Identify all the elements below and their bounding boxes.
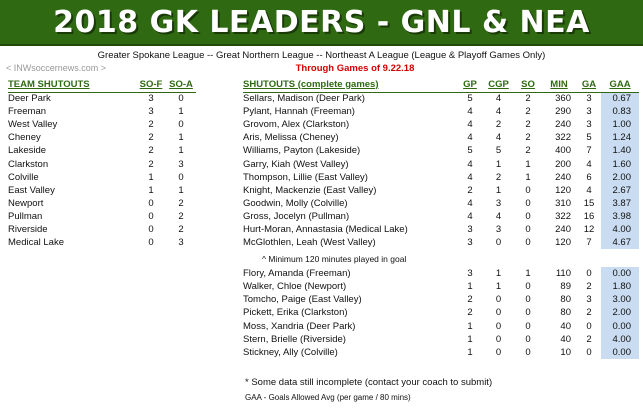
cgp-cell: 1 <box>495 184 502 196</box>
gaa-header: GAA <box>601 77 639 92</box>
player-name-cell: Stickney, Ally (Colville) <box>243 346 338 358</box>
name-header: SHUTOUTS (complete games) <box>243 77 458 92</box>
ga-cell: 3 <box>586 119 592 131</box>
so-cell: 2 <box>525 132 531 144</box>
so-cell: 0 <box>525 346 531 358</box>
min-cell: 120 <box>555 184 571 196</box>
player-name-cell: Flory, Amanda (Freeman) <box>243 268 351 280</box>
player-name-cell: Grovom, Alex (Clarkston) <box>243 119 350 131</box>
cgp-cell: 1 <box>495 281 502 293</box>
gaa-cell: 1.00 <box>601 118 639 131</box>
so-cell: 2 <box>525 119 531 131</box>
gaa-cell: 3.87 <box>601 197 639 210</box>
sof-cell: 2 <box>148 132 154 144</box>
cgp-cell: 0 <box>495 294 502 306</box>
sof-cell: 0 <box>148 210 154 222</box>
gaa-cell: 3.98 <box>601 210 639 223</box>
team-name-cell: Clarkston <box>8 158 49 170</box>
gp-cell: 1 <box>467 320 473 332</box>
team-name-cell: Medical Lake <box>8 237 64 249</box>
team-name-cell: Freeman <box>8 106 47 118</box>
soa-cell: 3 <box>178 158 184 170</box>
soa-cell: 1 <box>178 184 184 196</box>
gaa-cell: 0.00 <box>601 267 639 280</box>
website-credit: < INWsoccernews.com > <box>6 63 107 73</box>
ga-cell: 6 <box>586 171 592 183</box>
sof-cell: 3 <box>148 106 154 118</box>
table-row <box>8 131 196 144</box>
player-name-cell: McGlothlen, Leah (West Valley) <box>243 237 376 249</box>
team-name-cell: Pullman <box>8 210 43 222</box>
min-cell: 240 <box>555 171 571 183</box>
table-row <box>243 118 639 131</box>
player-name-cell: Moss, Xandria (Deer Park) <box>243 320 356 332</box>
ga-cell: 0 <box>586 346 592 358</box>
so-cell: 0 <box>525 210 531 222</box>
gaa-definition-note: GAA - Goals Allowed Avg (per game / 80 mins) <box>245 393 411 402</box>
team-shutouts-table <box>8 77 196 249</box>
ga-cell: 3 <box>586 106 592 118</box>
table-row <box>8 197 196 210</box>
so-cell: 2 <box>525 106 531 118</box>
ga-cell: 2 <box>586 281 592 293</box>
cgp-cell: 3 <box>495 197 502 209</box>
cgp-cell: 4 <box>495 106 502 118</box>
sof-cell: 0 <box>148 197 154 209</box>
gp-cell: 4 <box>467 197 473 209</box>
gaa-cell: 4.67 <box>601 236 639 249</box>
min-cell: 310 <box>555 197 571 209</box>
so-cell: 2 <box>525 145 531 157</box>
min-cell: 400 <box>555 145 571 157</box>
gp-cell: 4 <box>467 106 473 118</box>
team-name-cell: Lakeside <box>8 145 47 157</box>
ga-cell: 12 <box>583 223 595 235</box>
min-cell: 80 <box>560 294 571 306</box>
so-cell: 2 <box>525 93 531 105</box>
table-row <box>243 105 639 118</box>
other-players <box>243 267 639 359</box>
table-row <box>8 210 196 223</box>
table-row <box>8 223 196 236</box>
gaa-cell: 4.00 <box>601 223 639 236</box>
player-name-cell: Sellars, Madison (Deer Park) <box>243 93 365 105</box>
cgp-cell: 1 <box>495 268 502 280</box>
min-cell: 322 <box>555 132 571 144</box>
team-name-cell: East Valley <box>8 184 55 196</box>
player-name-cell: Walker, Chloe (Newport) <box>243 281 347 293</box>
min-cell: 200 <box>555 158 571 170</box>
min-cell: 240 <box>555 119 571 131</box>
table-row <box>243 171 639 184</box>
ga-cell: 0 <box>586 320 592 332</box>
gp-cell: 4 <box>467 158 473 170</box>
gp-cell: 3 <box>467 268 473 280</box>
incomplete-data-note: * Some data still incomplete (contact your coach to submit) <box>245 377 493 388</box>
gaa-cell: 2.00 <box>601 171 639 184</box>
team-name-cell: Colville <box>8 171 39 183</box>
so-cell: 0 <box>525 333 531 345</box>
page-title: 2018 GK LEADERS - GNL & NEA <box>53 4 590 40</box>
cgp-cell: 5 <box>495 145 502 157</box>
team-name-cell: West Valley <box>8 119 58 131</box>
team-name-cell: Riverside <box>8 223 48 235</box>
player-name-cell: Pickett, Erika (Clarkston) <box>243 307 348 319</box>
cgp-cell: 0 <box>495 320 502 332</box>
min-cell: 120 <box>555 237 571 249</box>
min-cell: 89 <box>560 281 571 293</box>
sof-cell: 2 <box>148 119 154 131</box>
table-row <box>243 223 639 236</box>
player-name-cell: Thompson, Lillie (East Valley) <box>243 171 368 183</box>
player-name-cell: Knight, Mackenzie (East Valley) <box>243 184 377 196</box>
sof-cell: 2 <box>148 145 154 157</box>
table-row <box>243 306 639 319</box>
team-header-row <box>8 77 196 92</box>
gp-cell: 4 <box>467 132 473 144</box>
so-cell: 1 <box>525 268 531 280</box>
cgp-cell: 0 <box>495 237 502 249</box>
soa-cell: 1 <box>178 106 184 118</box>
ga-cell: 3 <box>586 93 592 105</box>
table-row <box>243 333 639 346</box>
soa-cell: 0 <box>178 171 184 183</box>
gp-cell: 3 <box>467 223 473 235</box>
so-header: SO <box>515 77 541 92</box>
ga-cell: 4 <box>586 158 592 170</box>
gaa-cell: 0.00 <box>601 320 639 333</box>
gaa-cell: 4.00 <box>601 333 639 346</box>
gp-cell: 2 <box>467 184 473 196</box>
cgp-cell: 4 <box>495 93 502 105</box>
so-cell: 0 <box>525 223 531 235</box>
player-name-cell: Stern, Brielle (Riverside) <box>243 333 346 345</box>
title-banner <box>0 0 643 46</box>
so-cell: 1 <box>525 158 531 170</box>
table-row <box>243 131 639 144</box>
so-cell: 0 <box>525 320 531 332</box>
gp-cell: 5 <box>467 145 473 157</box>
cgp-cell: 2 <box>495 119 502 131</box>
table-row <box>8 105 196 118</box>
min-cell: 10 <box>560 346 571 358</box>
cgp-cell: 0 <box>495 307 502 319</box>
min-cell: 322 <box>555 210 571 222</box>
cgp-cell: 0 <box>495 333 502 345</box>
player-name-cell: Garry, Kiah (West Valley) <box>243 158 349 170</box>
cgp-cell: 3 <box>495 223 502 235</box>
ga-cell: 4 <box>586 184 592 196</box>
min-cell: 360 <box>555 93 571 105</box>
ga-cell: 16 <box>583 210 595 222</box>
table-row <box>8 144 196 157</box>
cgp-cell: 0 <box>495 346 502 358</box>
ga-cell: 7 <box>586 237 592 249</box>
table-row <box>243 267 639 280</box>
player-name-cell: Hurt-Moran, Annastasia (Medical Lake) <box>243 223 408 235</box>
table-row <box>8 157 196 170</box>
gaa-cell: 0.67 <box>601 92 639 105</box>
table-row <box>8 236 196 249</box>
sof-cell: 0 <box>148 223 154 235</box>
soa-cell: 1 <box>178 145 184 157</box>
table-row <box>243 144 639 157</box>
gp-cell: 4 <box>467 210 473 222</box>
gp-cell: 1 <box>467 333 473 345</box>
so-cell: 0 <box>525 197 531 209</box>
team-name-cell: Cheney <box>8 132 41 144</box>
ga-cell: 2 <box>586 333 592 345</box>
min-header: MIN <box>541 77 577 92</box>
gp-cell: 4 <box>467 119 473 131</box>
gaa-cell: 2.00 <box>601 306 639 319</box>
minimum-minutes-note: ^ Minimum 120 minutes played in goal <box>262 254 407 264</box>
table-row <box>8 92 196 105</box>
player-name-cell: Pylant, Hannah (Freeman) <box>243 106 355 118</box>
min-cell: 80 <box>560 307 571 319</box>
ga-cell: 3 <box>586 294 592 306</box>
gp-cell: 1 <box>467 346 473 358</box>
gaa-cell: 1.80 <box>601 280 639 293</box>
ga-cell: 0 <box>586 268 592 280</box>
table-row <box>243 280 639 293</box>
gp-cell: 2 <box>467 294 473 306</box>
cgp-cell: 4 <box>495 210 502 222</box>
gp-cell: 3 <box>467 237 473 249</box>
through-date: Through Games of 9.22.18 <box>295 63 415 74</box>
table-row <box>8 171 196 184</box>
soa-cell: 2 <box>178 197 184 209</box>
table-row <box>243 184 639 197</box>
table-row <box>8 118 196 131</box>
ga-cell: 7 <box>586 145 592 157</box>
so-cell: 0 <box>525 307 531 319</box>
player-name-cell: Williams, Payton (Lakeside) <box>243 145 361 157</box>
so-cell: 0 <box>525 237 531 249</box>
so-cell: 0 <box>525 184 531 196</box>
table-row <box>243 92 639 105</box>
min-cell: 240 <box>555 223 571 235</box>
team-name-cell: Deer Park <box>8 93 51 105</box>
min-cell: 290 <box>555 106 571 118</box>
soa-header: SO-A <box>166 77 196 92</box>
gp-cell: 4 <box>467 171 473 183</box>
sof-cell: 1 <box>148 171 154 183</box>
gaa-cell: 0.83 <box>601 105 639 118</box>
table-row <box>243 293 639 306</box>
table-row <box>243 210 639 223</box>
cgp-cell: 4 <box>495 132 502 144</box>
gp-header: GP <box>458 77 482 92</box>
ga-cell: 15 <box>583 197 595 209</box>
so-cell: 0 <box>525 281 531 293</box>
qualified-players <box>243 92 639 249</box>
soa-cell: 2 <box>178 223 184 235</box>
soa-cell: 0 <box>178 119 184 131</box>
cgp-cell: 2 <box>495 171 502 183</box>
ga-cell: 5 <box>586 132 592 144</box>
min-cell: 110 <box>555 268 571 280</box>
gp-cell: 5 <box>467 93 473 105</box>
sof-cell: 3 <box>148 93 154 105</box>
cgp-header: CGP <box>482 77 515 92</box>
team-header: TEAM SHUTOUTS <box>8 77 136 92</box>
ga-cell: 2 <box>586 307 592 319</box>
table-row <box>243 236 639 249</box>
sof-cell: 2 <box>148 158 154 170</box>
gaa-cell: 1.24 <box>601 131 639 144</box>
table-row <box>243 157 639 170</box>
so-cell: 1 <box>525 171 531 183</box>
gaa-cell: 1.60 <box>601 157 639 170</box>
team-name-cell: Newport <box>8 197 44 209</box>
gp-cell: 1 <box>467 281 473 293</box>
sof-header: SO-F <box>136 77 166 92</box>
sof-cell: 0 <box>148 237 154 249</box>
subtitle: Greater Spokane League -- Great Northern League -- Northeast A League (League & Playoff Games Only) <box>97 50 546 61</box>
min-cell: 40 <box>560 320 571 332</box>
player-name-cell: Aris, Melissa (Cheney) <box>243 132 339 144</box>
player-name-cell: Goodwin, Molly (Colville) <box>243 197 348 209</box>
gaa-cell: 2.67 <box>601 184 639 197</box>
soa-cell: 2 <box>178 210 184 222</box>
player-name-cell: Gross, Jocelyn (Pullman) <box>243 210 350 222</box>
soa-cell: 3 <box>178 237 184 249</box>
goalkeeper-table <box>243 77 639 359</box>
gp-cell: 2 <box>467 307 473 319</box>
so-cell: 0 <box>525 294 531 306</box>
gaa-cell: 3.00 <box>601 293 639 306</box>
gaa-cell: 1.40 <box>601 144 639 157</box>
table-row <box>8 184 196 197</box>
team-table-body <box>8 92 196 249</box>
soa-cell: 0 <box>178 93 184 105</box>
soa-cell: 1 <box>178 132 184 144</box>
player-header-row <box>243 77 639 92</box>
player-name-cell: Tomcho, Paige (East Valley) <box>243 294 362 306</box>
table-row <box>243 346 639 359</box>
sof-cell: 1 <box>148 184 154 196</box>
table-row <box>243 320 639 333</box>
ga-header: GA <box>577 77 601 92</box>
table-row <box>243 197 639 210</box>
cgp-cell: 1 <box>495 158 502 170</box>
gaa-cell: 0.00 <box>601 346 639 359</box>
min-cell: 40 <box>560 333 571 345</box>
